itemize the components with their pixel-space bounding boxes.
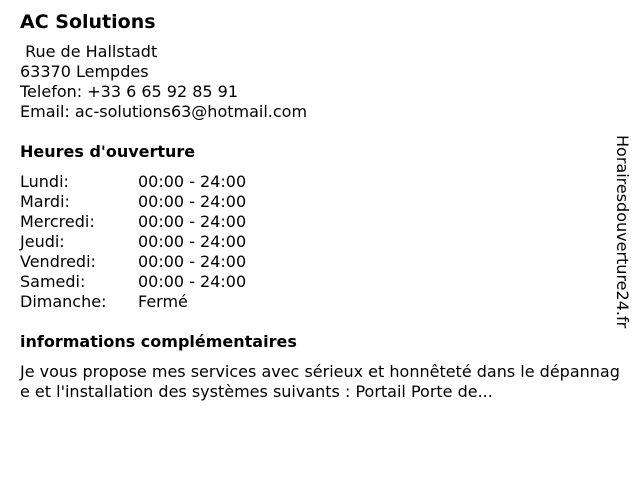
time-value: 00:00 - 24:00 — [138, 192, 247, 211]
time-value: 00:00 - 24:00 — [138, 232, 247, 251]
hours-row-monday — [20, 172, 620, 192]
hours-row-wednesday — [20, 212, 620, 232]
time-value: 00:00 - 24:00 — [138, 212, 247, 231]
time-value: 00:00 - 24:00 — [138, 252, 247, 271]
business-card — [20, 10, 620, 402]
hours-row-tuesday — [20, 192, 620, 212]
hours-table — [20, 172, 620, 312]
hours-row-sunday — [20, 292, 620, 312]
site-watermark: Horairesdouverture24.fr — [613, 135, 632, 329]
day-label: Lundi: — [20, 172, 69, 191]
time-value: Fermé — [138, 292, 188, 311]
hours-heading: Heures d'ouverture — [20, 142, 196, 161]
hours-row-friday — [20, 252, 620, 272]
business-name: AC Solutions — [20, 11, 156, 33]
day-label: Samedi: — [20, 272, 86, 291]
day-label: Dimanche: — [20, 292, 107, 311]
info-description: Je vous propose mes services avec sérieux et honnêteté dans le dépannage et l'installation des systèmes suivants : Portail Porte de... — [20, 362, 620, 401]
email-line: Email: ac-solutions63@hotmail.com — [20, 102, 308, 121]
day-label: Vendredi: — [20, 252, 96, 271]
city-line: 63370 Lempdes — [20, 62, 149, 81]
info-heading: informations complémentaires — [20, 332, 297, 351]
phone-line: Telefon: +33 6 65 92 85 91 — [20, 82, 239, 101]
day-label: Mercredi: — [20, 212, 95, 231]
time-value: 00:00 - 24:00 — [138, 172, 247, 191]
street-address: Rue de Hallstadt — [20, 42, 158, 61]
hours-row-thursday — [20, 232, 620, 252]
hours-row-saturday — [20, 272, 620, 292]
address-block — [20, 42, 620, 122]
time-value: 00:00 - 24:00 — [138, 272, 247, 291]
day-label: Jeudi: — [20, 232, 65, 251]
day-label: Mardi: — [20, 192, 70, 211]
